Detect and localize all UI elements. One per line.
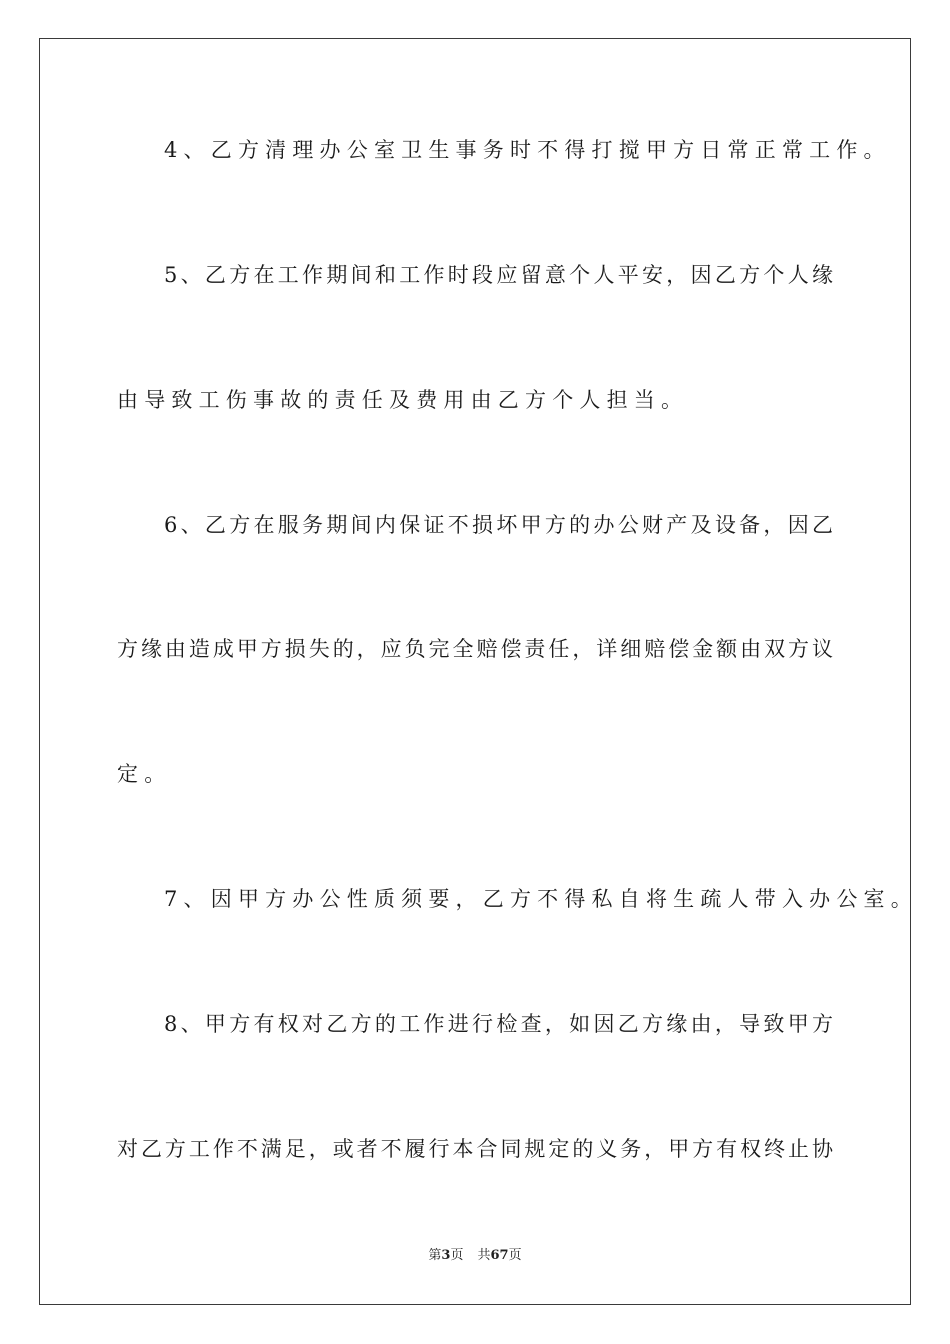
paragraph-5-line-2: 由导致工伤事故的责任及费用由乙方个人担当。: [117, 388, 689, 412]
paragraph-7-line-1: 7、因甲方办公性质须要，乙方不得私自将生疏人带入办公室。: [164, 887, 918, 911]
paragraph-6-line-1: 6、乙方在服务期间内保证不损坏甲方的办公财产及设备，因乙: [164, 513, 833, 537]
page-border: [39, 38, 918, 1305]
footer-page-prefix: 第: [428, 1248, 442, 1263]
footer-page-suffix: 页: [450, 1248, 464, 1263]
paragraph-8-line-2: 对乙方工作不满足，或者不履行本合同规定的义务，甲方有权终止协: [117, 1137, 833, 1161]
paragraph-5-line-1: 5、乙方在工作期间和工作时段应留意个人平安，因乙方个人缘: [164, 263, 833, 287]
paragraph-6-line-3: 定。: [117, 762, 172, 786]
footer-total-suffix: 页: [508, 1248, 522, 1263]
footer-page-number: 3: [441, 1248, 451, 1263]
paragraph-4-line-1: 4、乙方清理办公室卫生事务时不得打搅甲方日常正常工作。: [164, 138, 891, 162]
footer-total-prefix: 共: [477, 1248, 491, 1263]
paragraph-8-line-1: 8、甲方有权对乙方的工作进行检查，如因乙方缘由，导致甲方: [164, 1012, 833, 1036]
page-footer: [0, 1248, 950, 1264]
footer-total-pages: 67: [490, 1248, 509, 1263]
paragraph-6-line-2: 方缘由造成甲方损失的，应负完全赔偿责任，详细赔偿金额由双方议: [117, 637, 833, 661]
